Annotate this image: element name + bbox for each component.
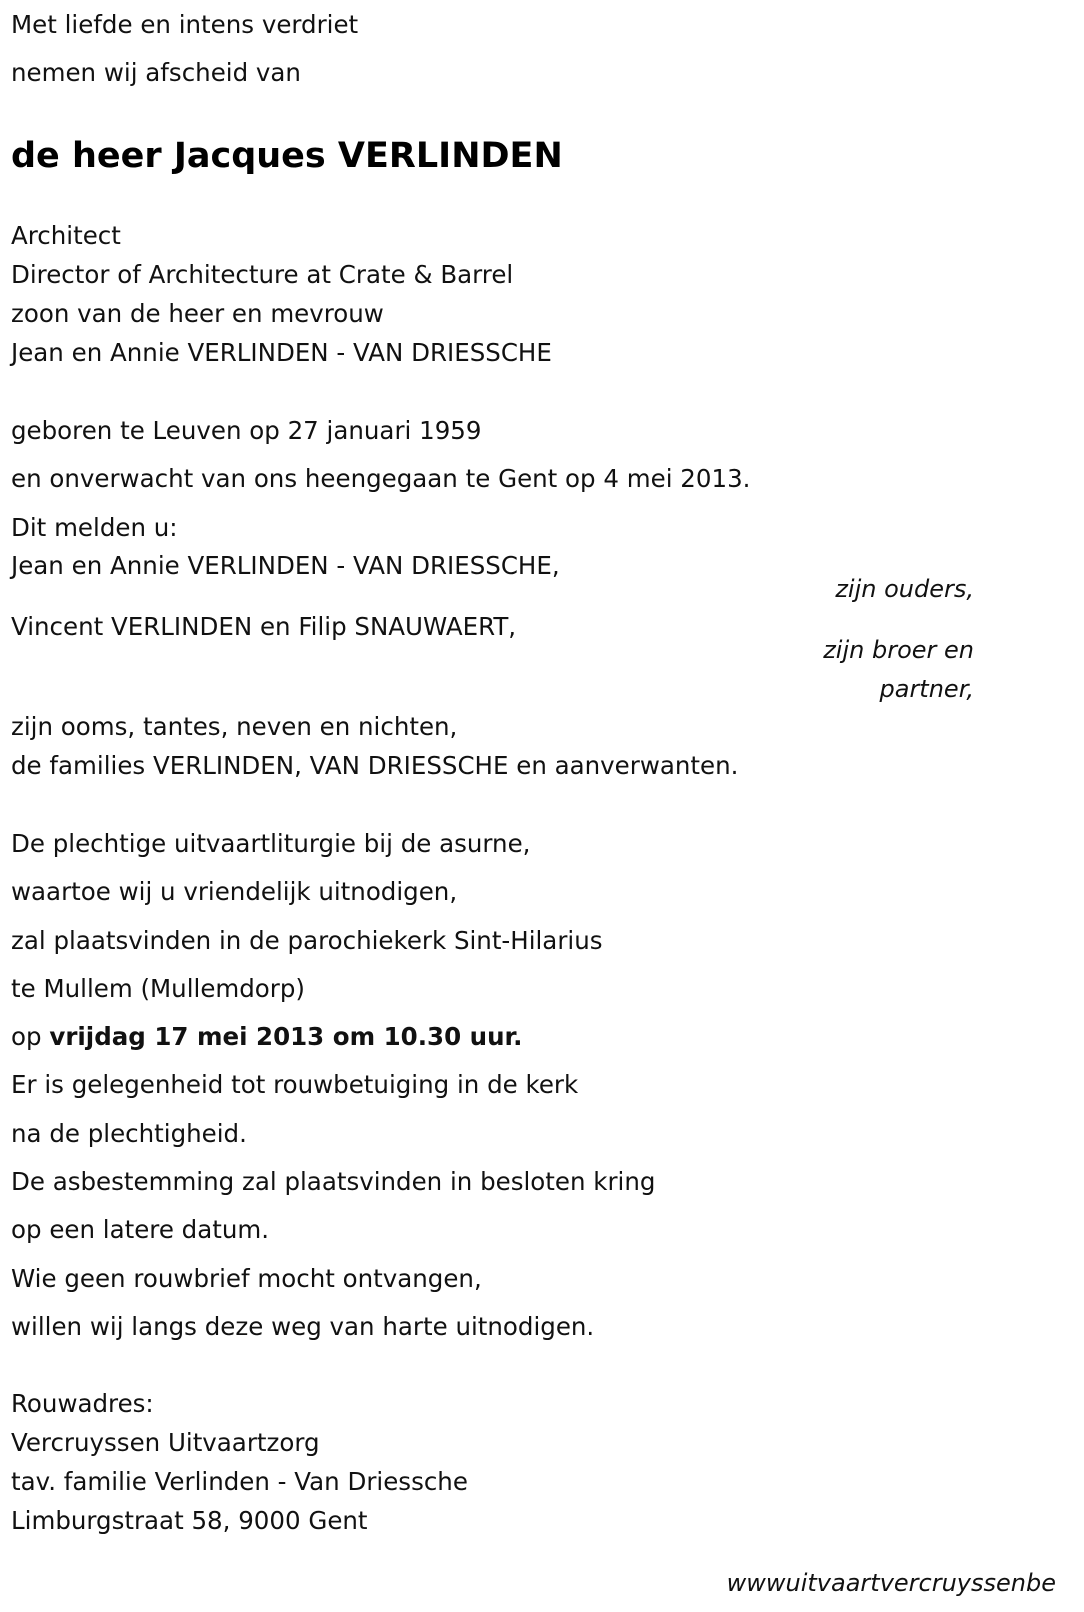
ceremony-line-9: op een latere datum. [11,1215,270,1244]
birth-statement: geboren te Leuven op 27 januari 1959 [11,416,482,445]
bio-profession: Architect [11,221,121,250]
deceased-name: de heer Jacques VERLINDEN [11,136,563,176]
ceremony-line-7: na de plechtigheid. [11,1119,247,1148]
ceremony-line-2: waartoe wij u vriendelijk uitnodigen, [11,877,458,906]
address-line-3: Limburgstraat 58, 9000 Gent [11,1506,368,1535]
address-heading: Rouwadres: [11,1389,154,1418]
intro-line-1: Met liefde en intens verdriet [11,10,359,39]
intro-line-2: nemen wij afscheid van [11,58,301,87]
ceremony-line-8: De asbestemming zal plaatsvinden in besloten kring [11,1167,656,1196]
relation-partner: partner, [879,675,974,703]
announcers-heading: Dit melden u: [11,513,178,542]
ceremony-date-line [11,1022,522,1052]
ceremony-date: vrijdag 17 mei 2013 om 10.30 uur. [49,1022,523,1051]
announcer-families: de families VERLINDEN, VAN DRIESSCHE en aanverwanten. [11,751,739,780]
ceremony-line-11: willen wij langs deze weg van harte uitnodigen. [11,1312,595,1341]
bio-parentage: zoon van de heer en mevrouw [11,299,384,328]
ceremony-line-3: zal plaatsvinden in de parochiekerk Sint-Hilarius [11,926,603,955]
announcer-relatives: zijn ooms, tantes, neven en nichten, [11,712,458,741]
address-line-2: tav. familie Verlinden - Van Driessche [11,1467,468,1496]
relation-parents: zijn ouders, [835,575,974,603]
ceremony-line-1: De plechtige uitvaartliturgie bij de asurne, [11,829,531,858]
relation-brother: zijn broer en [823,636,974,664]
ceremony-date-prefix: op [11,1022,42,1051]
ceremony-line-10: Wie geen rouwbrief mocht ontvangen, [11,1264,482,1293]
bio-parents-names: Jean en Annie VERLINDEN - VAN DRIESSCHE [11,338,552,367]
announcer-parents: Jean en Annie VERLINDEN - VAN DRIESSCHE, [11,551,560,580]
address-line-1: Vercruyssen Uitvaartzorg [11,1428,320,1457]
bio-position: Director of Architecture at Crate & Barrel [11,260,514,289]
funeral-home-website: wwwuitvaartvercruyssenbe [726,1569,1056,1597]
ceremony-line-6: Er is gelegenheid tot rouwbetuiging in de kerk [11,1070,579,1099]
death-statement: en onverwacht van ons heengegaan te Gent op 4 mei 2013. [11,464,751,493]
ceremony-line-4: te Mullem (Mullemdorp) [11,974,305,1003]
announcer-brother-partner: Vincent VERLINDEN en Filip SNAUWAERT, [11,612,517,641]
